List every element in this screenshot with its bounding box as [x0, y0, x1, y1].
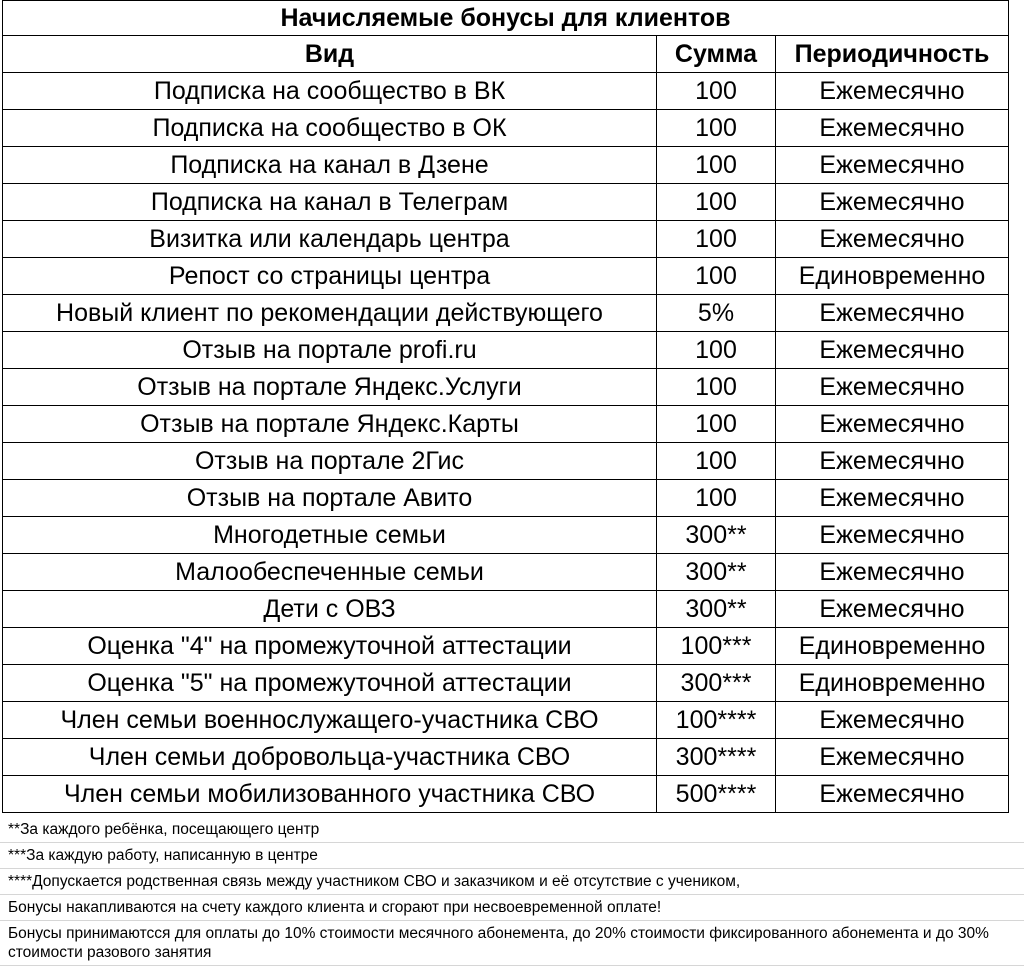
cell-period: Ежемесячно [776, 147, 1009, 184]
cell-type: Подписка на сообщество в ВК [3, 73, 657, 110]
header-type: Вид [3, 36, 657, 73]
cell-amount: 300** [657, 554, 776, 591]
cell-type: Отзыв на портале Авито [3, 480, 657, 517]
bonus-table [2, 0, 1009, 813]
table-row [3, 591, 1009, 628]
table-row [3, 406, 1009, 443]
cell-period: Ежемесячно [776, 184, 1009, 221]
cell-type: Подписка на сообщество в ОК [3, 110, 657, 147]
cell-type: Новый клиент по рекомендации действующего [3, 295, 657, 332]
cell-period: Ежемесячно [776, 73, 1009, 110]
cell-period: Единовременно [776, 628, 1009, 665]
table-row [3, 443, 1009, 480]
cell-type: Член семьи мобилизованного участника СВО [3, 776, 657, 813]
cell-type: Отзыв на портале Яндекс.Услуги [3, 369, 657, 406]
table-row [3, 776, 1009, 813]
cell-amount: 100 [657, 110, 776, 147]
cell-amount: 100 [657, 147, 776, 184]
cell-period: Ежемесячно [776, 221, 1009, 258]
cell-type: Визитка или календарь центра [3, 221, 657, 258]
table-row [3, 554, 1009, 591]
cell-type: Подписка на канал в Дзене [3, 147, 657, 184]
cell-type: Член семьи добровольца-участника СВО [3, 739, 657, 776]
table-row [3, 221, 1009, 258]
cell-period: Ежемесячно [776, 110, 1009, 147]
table-row [3, 702, 1009, 739]
cell-period: Ежемесячно [776, 332, 1009, 369]
cell-period: Ежемесячно [776, 480, 1009, 517]
cell-amount: 300**** [657, 739, 776, 776]
footnotes [0, 817, 1024, 966]
cell-period: Ежемесячно [776, 443, 1009, 480]
table-row [3, 184, 1009, 221]
cell-type: Отзыв на портале profi.ru [3, 332, 657, 369]
cell-period: Ежемесячно [776, 517, 1009, 554]
cell-amount: 100 [657, 73, 776, 110]
table-row [3, 147, 1009, 184]
cell-type: Многодетные семьи [3, 517, 657, 554]
cell-amount: 500**** [657, 776, 776, 813]
cell-type: Оценка "5" на промежуточной аттестации [3, 665, 657, 702]
cell-type: Оценка "4" на промежуточной аттестации [3, 628, 657, 665]
cell-amount: 5% [657, 295, 776, 332]
header-row [3, 36, 1009, 73]
cell-amount: 100 [657, 221, 776, 258]
footnote: ****Допускается родственная связь между участником СВО и заказчиком и её отсутствие с учеником, [0, 869, 1024, 895]
table-title-row [3, 1, 1009, 36]
cell-period: Ежемесячно [776, 591, 1009, 628]
table-row [3, 332, 1009, 369]
cell-type: Репост со страницы центра [3, 258, 657, 295]
table-row [3, 517, 1009, 554]
cell-type: Отзыв на портале 2Гис [3, 443, 657, 480]
table-row [3, 665, 1009, 702]
cell-amount: 100 [657, 406, 776, 443]
cell-period: Ежемесячно [776, 554, 1009, 591]
cell-amount: 100**** [657, 702, 776, 739]
table-row [3, 480, 1009, 517]
cell-period: Единовременно [776, 665, 1009, 702]
cell-amount: 300** [657, 517, 776, 554]
cell-amount: 100 [657, 369, 776, 406]
cell-period: Ежемесячно [776, 739, 1009, 776]
cell-type: Отзыв на портале Яндекс.Карты [3, 406, 657, 443]
cell-type: Подписка на канал в Телеграм [3, 184, 657, 221]
cell-amount: 300** [657, 591, 776, 628]
cell-amount: 100 [657, 258, 776, 295]
cell-period: Ежемесячно [776, 776, 1009, 813]
cell-amount: 100 [657, 480, 776, 517]
footnote: Бонусы накапливаются на счету каждого клиента и сгорают при несвоевременной оплате! [0, 895, 1024, 921]
cell-period: Ежемесячно [776, 406, 1009, 443]
cell-period: Ежемесячно [776, 702, 1009, 739]
cell-type: Член семьи военнослужащего-участника СВО [3, 702, 657, 739]
header-period: Периодичность [776, 36, 1009, 73]
table-title: Начисляемые бонусы для клиентов [3, 1, 1009, 36]
cell-type: Дети с ОВЗ [3, 591, 657, 628]
cell-period: Ежемесячно [776, 369, 1009, 406]
table-row [3, 73, 1009, 110]
cell-amount: 100*** [657, 628, 776, 665]
table-row [3, 295, 1009, 332]
cell-amount: 300*** [657, 665, 776, 702]
cell-type: Малообеспеченные семьи [3, 554, 657, 591]
table-row [3, 739, 1009, 776]
cell-amount: 100 [657, 332, 776, 369]
cell-amount: 100 [657, 184, 776, 221]
table-row [3, 110, 1009, 147]
table-row [3, 258, 1009, 295]
footnote: Бонусы принимаютсся для оплаты до 10% стоимости месячного абонемента, до 20% стоимости фиксированного абонемента и до 30% стоимости разового занятия [0, 921, 1024, 966]
footnote: ***За каждую работу, написанную в центре [0, 843, 1024, 869]
header-amount: Сумма [657, 36, 776, 73]
cell-period: Единовременно [776, 258, 1009, 295]
cell-amount: 100 [657, 443, 776, 480]
footnote: **За каждого ребёнка, посещающего центр [0, 817, 1024, 843]
table-row [3, 369, 1009, 406]
table-row [3, 628, 1009, 665]
cell-period: Ежемесячно [776, 295, 1009, 332]
